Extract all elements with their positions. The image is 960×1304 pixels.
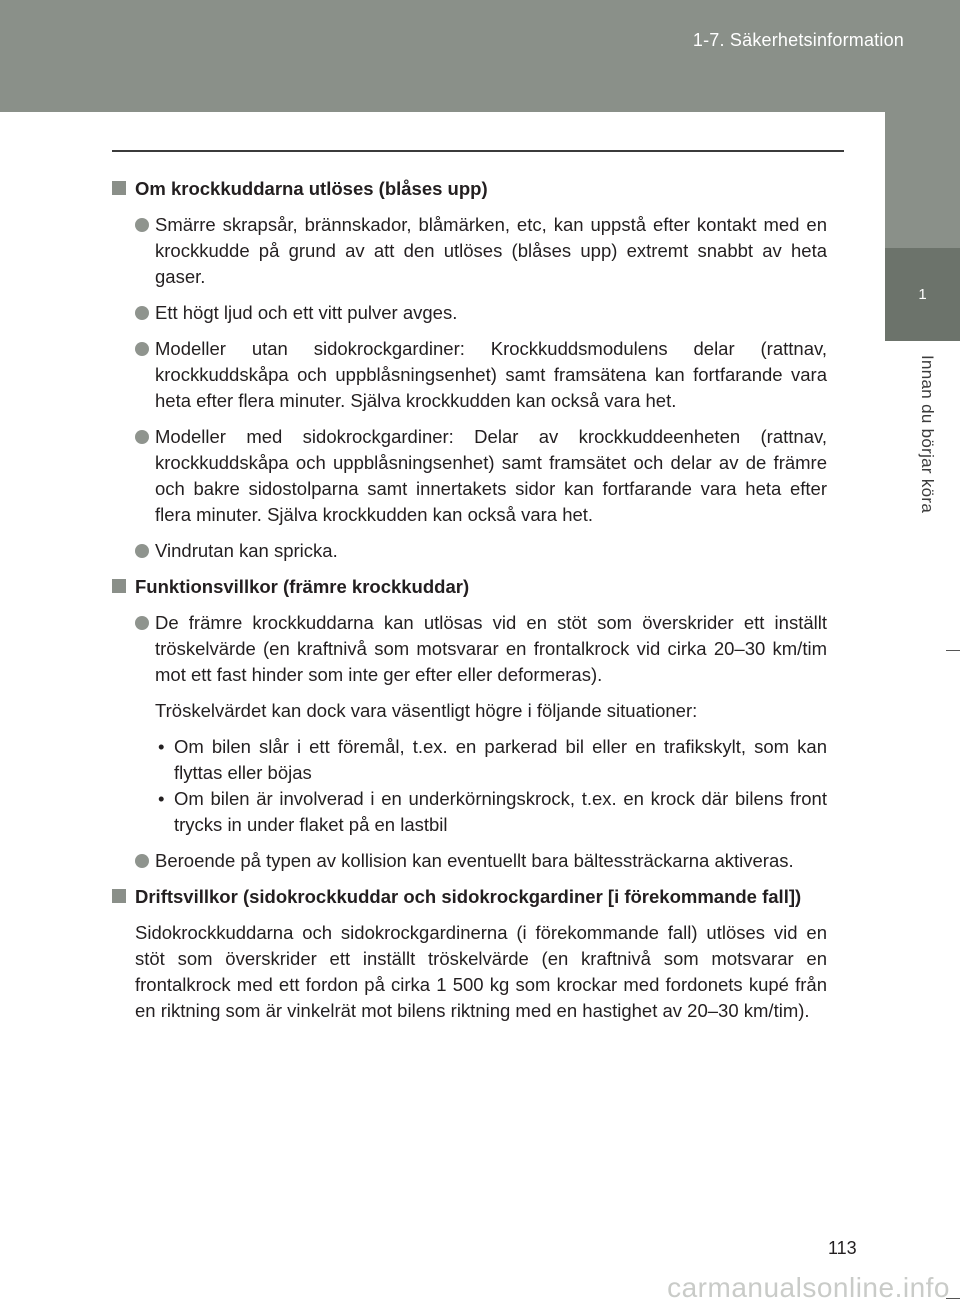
watermark: carmanualsonline.info bbox=[667, 1272, 950, 1303]
round-bullet-icon bbox=[135, 854, 149, 868]
round-bullet-icon bbox=[135, 544, 149, 558]
header-band bbox=[0, 0, 960, 112]
round-bullet-icon bbox=[135, 342, 149, 356]
round-bullet-icon bbox=[135, 430, 149, 444]
section-heading: Om krockkuddarna utlöses (blåses upp) bbox=[112, 176, 827, 202]
list-item: Vindrutan kan spricka. bbox=[112, 538, 827, 564]
list-item: Smärre skrapsår, brännskador, blåmärken, etc, kan uppstå efter kontakt med en krockkudde på grund av att den utlöses (blåses upp) extremt snabbt av heta gaser. bbox=[112, 212, 827, 290]
page-number: 113 bbox=[828, 1238, 857, 1258]
paragraph: Sidokrockkuddarna och sidokrockgardinerna (i förekommande fall) utlöses vid en stöt som överskrider ett inställt tröskelvärde (en kraftnivå som motsvarar en frontalkrock med ett fordon på cirka 1 500 kg som krockar med fordonets kupé från en riktning som är vinkelrät mot bilens riktning med en hastighet av 20–30 km/tim). bbox=[135, 922, 827, 1021]
list-item: Modeller utan sidokrockgardiner: Krockkuddsmodulens delar (rattnav, krockkuddskåpa och uppblåsningsenhet) samt framsätena kan fortfarande vara heta efter flera minuter. Själva krockkudden kan också vara het. bbox=[112, 336, 827, 414]
top-rule bbox=[112, 150, 844, 152]
round-bullet-icon bbox=[135, 616, 149, 630]
chapter-tab[interactable] bbox=[885, 248, 960, 341]
side-strip-top bbox=[885, 112, 960, 248]
small-bullet-icon: • bbox=[158, 736, 165, 757]
page-content bbox=[112, 176, 827, 1034]
square-bullet-icon bbox=[112, 889, 126, 903]
section-title: 1-7. Säkerhetsinformation bbox=[692, 30, 904, 50]
chapter-title: Innan du börjar köra bbox=[918, 355, 937, 514]
round-bullet-icon bbox=[135, 218, 149, 232]
crop-mark bbox=[946, 650, 960, 651]
list-item: De främre krockkuddarna kan utlösas vid en stöt som överskrider ett inställt tröskelvärde (en kraftnivå som motsvarar en frontalkrock vid cirka 20–30 km/tim mot ett fast hinder som inte ger efter eller deformeras). bbox=[112, 610, 827, 688]
list-item: Modeller med sidokrockgardiner: Delar av krockkuddeenheten (rattnav, krockkuddskåpa och uppblåsningsenhet) samt framsätet och delar av de främre och bakre sidostolparna samt innertakets sidor kan fortfarande vara heta efter flera minuter. Själva krockkudden kan också vara het. bbox=[112, 424, 827, 528]
sub-list-item: • Om bilen slår i ett föremål, t.ex. en parkerad bil eller en trafikskylt, som kan flyttas eller böjas bbox=[158, 736, 827, 783]
section-heading: Driftsvillkor (sidokrockkuddar och sidokrockgardiner [i förekommande fall]) bbox=[112, 884, 827, 910]
section-heading: Funktionsvillkor (främre krockkuddar) bbox=[112, 574, 827, 600]
round-bullet-icon bbox=[135, 306, 149, 320]
list-item: Ett högt ljud och ett vitt pulver avges. bbox=[112, 300, 827, 326]
sub-list bbox=[112, 734, 827, 838]
intro-text: Tröskelvärdet kan dock vara väsentligt högre i följande situationer: bbox=[155, 700, 698, 721]
sub-list-item: • Om bilen är involverad i en underkörningskrock, t.ex. en krock där bilens front trycks in under flaket på en lastbil bbox=[158, 788, 827, 835]
list-item: Beroende på typen av kollision kan eventuellt bara bältessträckarna aktiveras. bbox=[112, 848, 827, 874]
chapter-number: 1 bbox=[918, 286, 927, 303]
square-bullet-icon bbox=[112, 579, 126, 593]
small-bullet-icon: • bbox=[158, 788, 165, 809]
square-bullet-icon bbox=[112, 181, 126, 195]
